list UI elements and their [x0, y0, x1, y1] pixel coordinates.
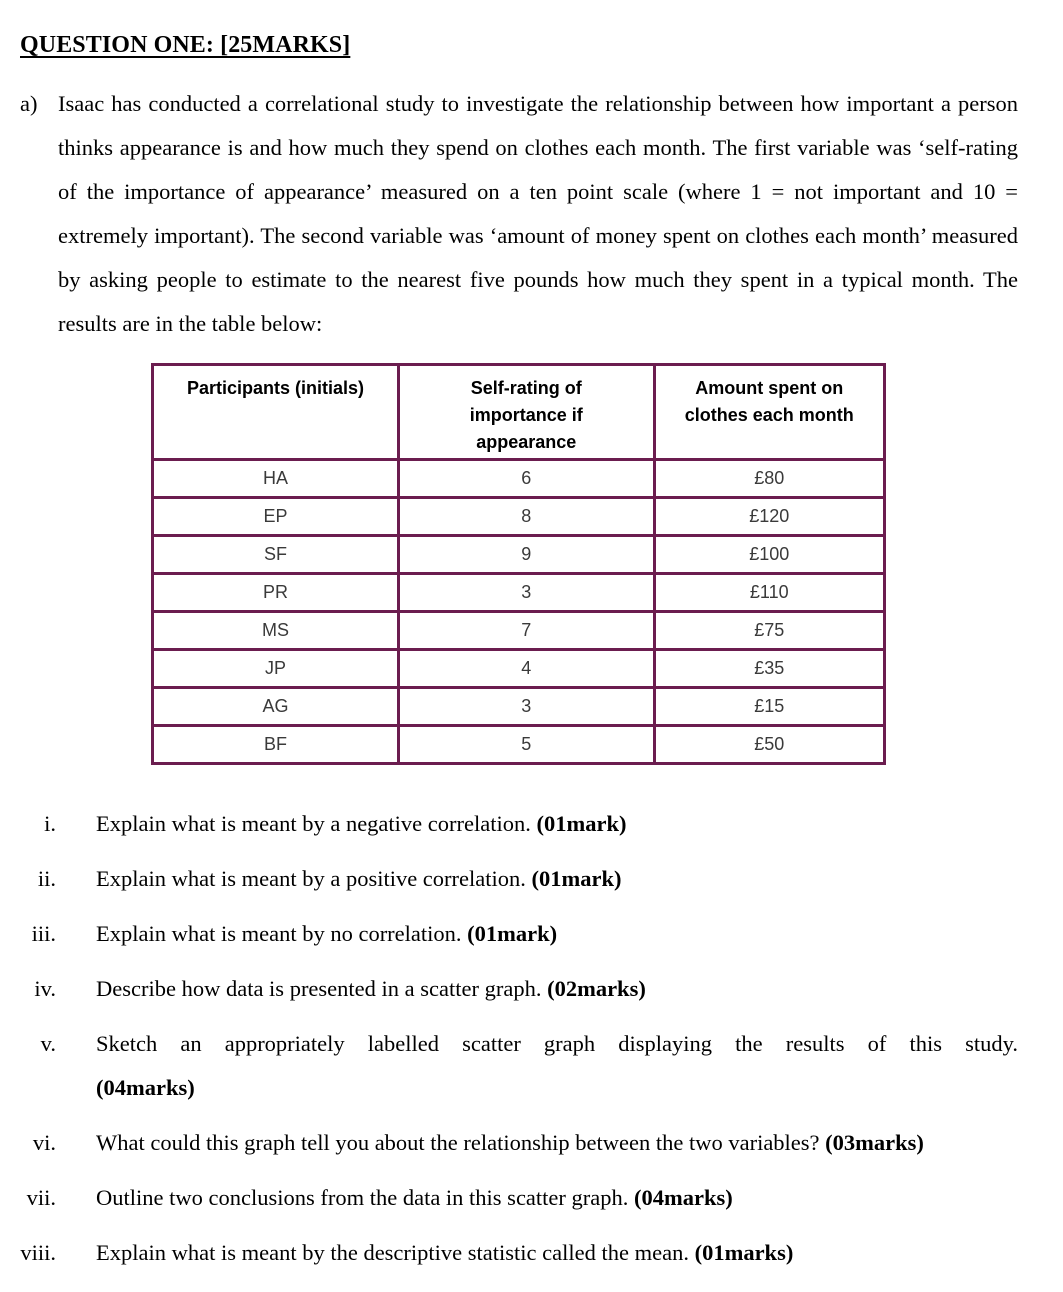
question-number: i. — [44, 811, 56, 836]
question-text — [96, 1022, 1018, 1110]
question-a-text: Isaac has conducted a correlational study to investigate the relationship between how important a person thinks appearance is and how much they spend on clothes each month. The first variable was ‘self-rating of the importance of appearance’ measured on a ten point scale (where 1 = not important and 10 = extremely important). The second variable was ‘amount of money spent on clothes each month’ measured by asking people to estimate to the nearest five pounds how much they spent in a typical month. The results are in the table below: — [58, 91, 1018, 336]
question-body: Explain what is meant by the descriptive statistic called the mean. — [96, 1240, 689, 1265]
question-heading: QUESTION ONE: [25MARKS] — [20, 32, 351, 58]
question-number: viii. — [20, 1240, 56, 1265]
cell-amount: £35 — [654, 650, 884, 688]
question-number: iv. — [34, 976, 56, 1001]
question-text — [96, 1121, 1018, 1165]
question-text — [96, 967, 1018, 1011]
table-row — [153, 574, 885, 612]
results-table — [151, 363, 886, 765]
header-participants: Participants (initials) — [153, 365, 399, 460]
question-marks: (04marks) — [96, 1075, 195, 1100]
header-amount-text: Amount spent on clothes each month — [684, 378, 854, 425]
question-body: Sketch an appropriately labelled scatter graph displaying the results of this study. — [96, 1031, 1018, 1056]
question-marks: (03marks) — [825, 1130, 924, 1155]
question-marks: (01mark) — [467, 921, 558, 946]
question-number: iii. — [31, 921, 56, 946]
table-row — [153, 650, 885, 688]
header-self-rating — [399, 365, 655, 460]
cell-initials: JP — [153, 650, 399, 688]
cell-initials: MS — [153, 612, 399, 650]
cell-initials: SF — [153, 536, 399, 574]
cell-initials: EP — [153, 498, 399, 536]
question-marks: (04marks) — [634, 1185, 733, 1210]
cell-amount: £50 — [654, 726, 884, 764]
cell-initials: HA — [153, 460, 399, 498]
question-body: Explain what is meant by no correlation. — [96, 921, 462, 946]
table-row — [153, 612, 885, 650]
header-amount — [654, 365, 884, 460]
question-number: v. — [40, 1031, 56, 1056]
cell-rating: 6 — [399, 460, 655, 498]
cell-amount: £75 — [654, 612, 884, 650]
question-text — [96, 1231, 1018, 1275]
cell-amount: £100 — [654, 536, 884, 574]
question-marks: (01marks) — [694, 1240, 794, 1265]
question-marks: (01mark) — [531, 866, 622, 891]
cell-rating: 3 — [399, 574, 655, 612]
cell-rating: 4 — [399, 650, 655, 688]
question-text — [96, 857, 1018, 901]
table-row — [153, 688, 885, 726]
question-number: ii. — [37, 866, 56, 891]
question-text — [96, 802, 1018, 846]
question-body: What could this graph tell you about the relationship between the two variables? — [96, 1130, 820, 1155]
question-text — [96, 912, 1018, 956]
cell-rating: 9 — [399, 536, 655, 574]
cell-amount: £120 — [654, 498, 884, 536]
table-row — [153, 460, 885, 498]
cell-initials: BF — [153, 726, 399, 764]
question-text — [96, 1176, 1018, 1220]
cell-amount: £80 — [654, 460, 884, 498]
cell-initials: PR — [153, 574, 399, 612]
header-self-rating-text: Self-rating of importance if appearance — [469, 378, 583, 452]
table-row — [153, 498, 885, 536]
question-body: Explain what is meant by a positive correlation. — [96, 866, 526, 891]
cell-initials: AG — [153, 688, 399, 726]
question-body: Describe how data is presented in a scatter graph. — [96, 976, 542, 1001]
cell-rating: 7 — [399, 612, 655, 650]
cell-rating: 3 — [399, 688, 655, 726]
cell-rating: 5 — [399, 726, 655, 764]
table-row — [153, 536, 885, 574]
question-a-marker: a) — [20, 91, 38, 116]
question-number: vii. — [26, 1185, 56, 1210]
question-marks: (01mark) — [536, 811, 627, 836]
table-header-row — [153, 365, 885, 460]
cell-rating: 8 — [399, 498, 655, 536]
question-number: vi. — [32, 1130, 56, 1155]
cell-amount: £110 — [654, 574, 884, 612]
question-marks: (02marks) — [547, 976, 646, 1001]
table-row — [153, 726, 885, 764]
question-body: Explain what is meant by a negative correlation. — [96, 811, 531, 836]
cell-amount: £15 — [654, 688, 884, 726]
question-body: Outline two conclusions from the data in this scatter graph. — [96, 1185, 629, 1210]
